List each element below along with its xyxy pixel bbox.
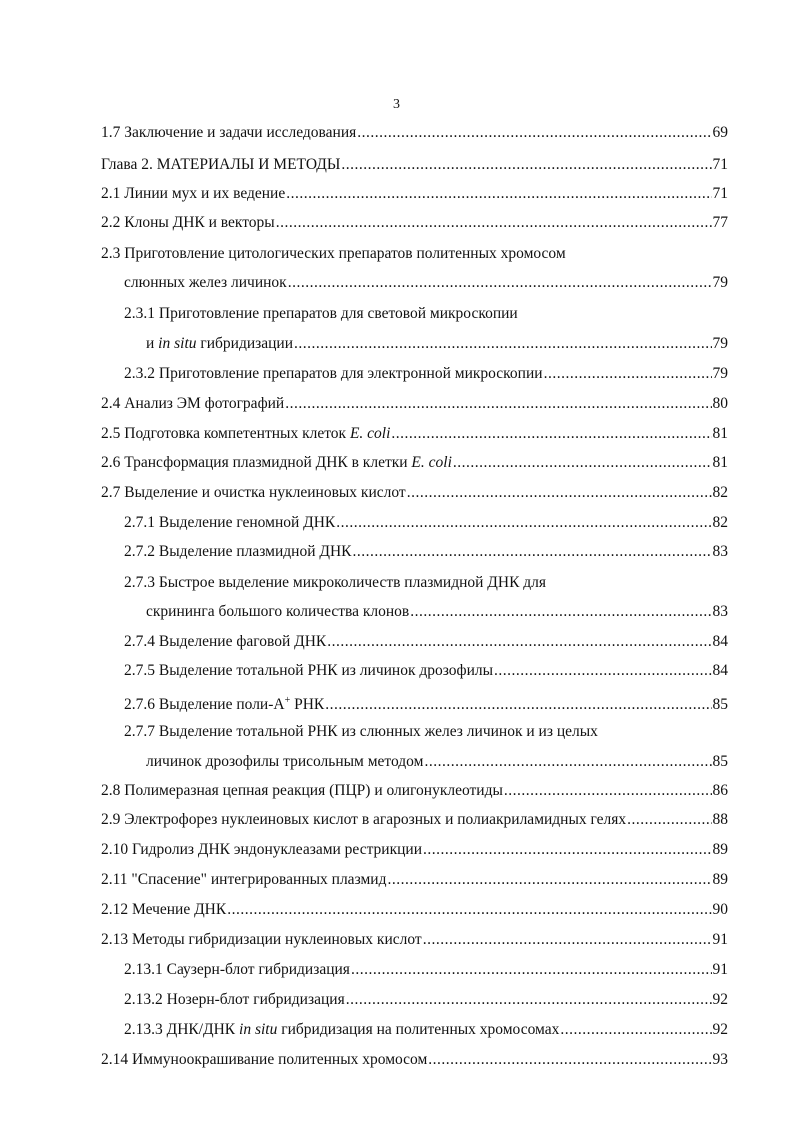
toc-entry: скрининга большого количества клонов ..... 83 <box>146 602 728 622</box>
toc-entry: 2.7.6 Выделение поли-А+ РНК ..... 85 <box>124 691 728 715</box>
toc-entry-heading: 2.3.1 Приготовление препаратов для световой микроскопии <box>124 305 518 322</box>
toc-entry: 2.14 Иммуноокрашивание политенных хромосом ..... 93 <box>101 1050 728 1070</box>
toc-entry: 2.7.2 Выделение плазмидной ДНК ..... 83 <box>124 542 728 562</box>
toc-entry: слюнных желез личинок ..... 79 <box>124 273 728 293</box>
toc-entry: 2.5 Подготовка компетентных клеток E. coli ..... 81 <box>101 424 728 444</box>
toc-entry: личинок дрозофилы трисольным методом ..... 85 <box>146 752 728 772</box>
toc-entry: 1.7 Заключение и задачи исследования ..... 69 <box>101 123 728 143</box>
toc-entry: 2.7.5 Выделение тотальной РНК из личинок дрозофилы ..... 84 <box>124 661 728 681</box>
toc-entry: 2.1 Линии мух и их ведение ..... 71 <box>101 184 728 204</box>
toc-entry: 2.4 Анализ ЭМ фотографий ..... 80 <box>101 394 728 414</box>
toc-entry: 2.6 Трансформация плазмидной ДНК в клетки E. coli ..... 81 <box>101 453 728 473</box>
toc-entry: 2.10 Гидролиз ДНК эндонуклеазами рестрикции ..... 89 <box>101 840 728 860</box>
toc-entry: 2.9 Электрофорез нуклеиновых кислот в агарозных и полиакриламидных гелях ..... 88 <box>101 810 728 830</box>
toc-entry: 2.7.1 Выделение геномной ДНК ..... 82 <box>124 513 728 533</box>
toc-entry: 2.13.1 Саузерн-блот гибридизация ..... 91 <box>124 960 728 980</box>
toc-entry: 2.7 Выделение и очистка нуклеиновых кислот ..... 82 <box>101 483 728 503</box>
toc-entry-heading: 2.7.7 Выделение тотальной РНК из слюнных желез личинок и из целых <box>124 723 598 740</box>
toc-entry: 2.7.4 Выделение фаговой ДНК ..... 84 <box>124 632 728 652</box>
toc-entry: 2.8 Полимеразная цепная реакция (ПЦР) и олигонуклеотиды ..... 86 <box>101 781 728 801</box>
toc-entry: 2.13.2 Нозерн-блот гибридизация ..... 92 <box>124 990 728 1010</box>
page-number: 3 <box>393 97 400 112</box>
toc-entry: и in situ гибридизации ..... 79 <box>146 334 728 354</box>
toc-entry: 2.13 Методы гибридизации нуклеиновых кислот ..... 91 <box>101 930 728 950</box>
toc-entry-heading: 2.7.3 Быстрое выделение микроколичеств плазмидной ДНК для <box>124 574 547 591</box>
toc-entry-heading: 2.3 Приготовление цитологических препаратов политенных хромосом <box>101 245 566 262</box>
toc-entry: Глава 2. МАТЕРИАЛЫ И МЕТОДЫ ..... 71 <box>101 155 728 175</box>
toc-entry: 2.3.2 Приготовление препаратов для электронной микроскопии ..... 79 <box>124 364 728 384</box>
toc-entry: 2.2 Клоны ДНК и векторы ..... 77 <box>101 213 728 233</box>
toc-entry: 2.13.3 ДНК/ДНК in situ гибридизация на политенных хромосомах ..... 92 <box>124 1020 728 1040</box>
toc-entry: 2.11 "Спасение" интегрированных плазмид ..... 89 <box>101 870 728 890</box>
toc-entry: 2.12 Мечение ДНК ..... 90 <box>101 900 728 920</box>
